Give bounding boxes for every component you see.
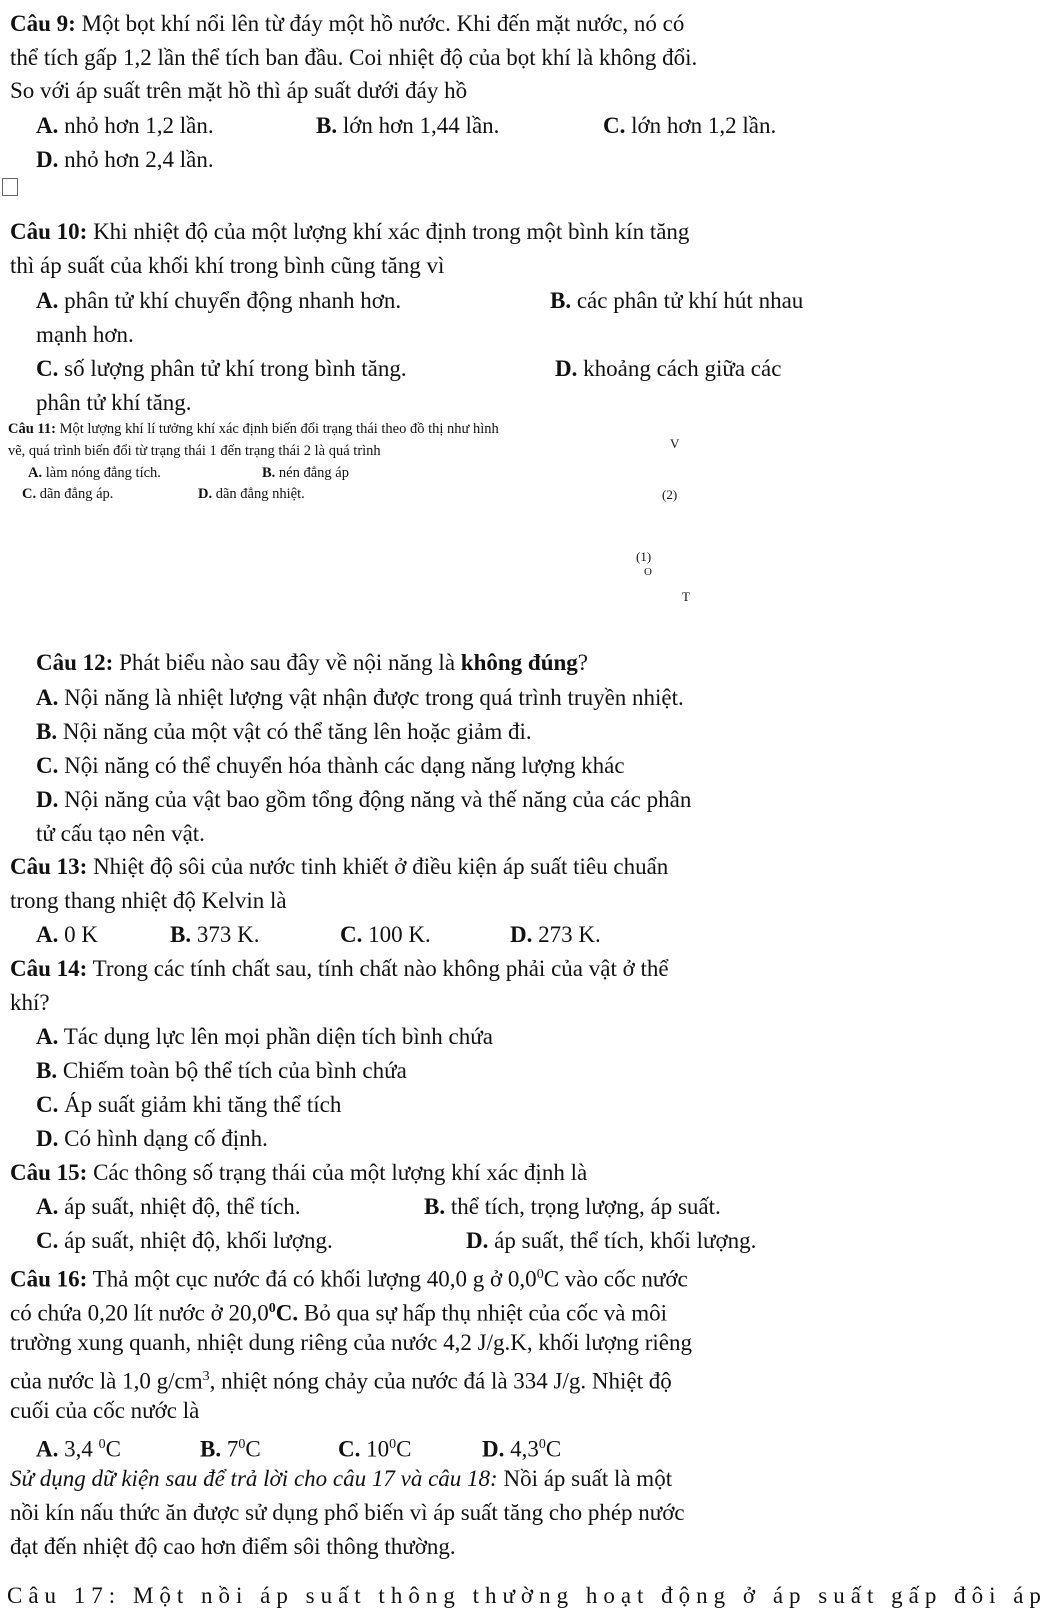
q10-option-c: C. số lượng phân tử khí trong bình tăng.: [36, 356, 407, 381]
q11-option-c: C. dãn đẳng áp.: [22, 486, 114, 502]
graph-v-axis-label: V: [670, 436, 680, 451]
q12-option-d: D. Nội năng của vật bao gồm tổng động năng và thế năng của các phân: [36, 787, 692, 812]
q9-option-c: C. lớn hơn 1,2 lần.: [603, 113, 777, 138]
q12-option-d-cont: tử cấu tạo nên vật.: [36, 821, 205, 846]
q13-stem-line-1: Câu 13: Nhiệt độ sôi của nước tinh khiết ở điều kiện áp suất tiêu chuẩn: [10, 854, 669, 879]
q16-option-d: D. $4,3^0C$: [482, 1436, 562, 1462]
q10-option-d: D. khoảng cách giữa các: [555, 356, 782, 381]
q13-option-a: A. 0 K: [36, 922, 98, 947]
q12-number: Câu 12:: [36, 650, 114, 675]
q9-stem-line-2: thể tích gấp 1,2 lần thể tích ban đầu. Coi nhiệt độ của bọt khí là không đổi.: [10, 45, 698, 70]
placeholder-box: [2, 178, 18, 196]
q15-option-a: A. áp suất, nhiệt độ, thể tích.: [36, 1194, 301, 1219]
q10-stem-line-2: thì áp suất của khối khí trong bình cũng tăng vì: [10, 253, 445, 278]
q9-number: Câu 9:: [10, 11, 76, 36]
q11-number: Câu 11:: [8, 421, 56, 437]
q16-stem-line-3: trường xung quanh, nhiệt dung riêng của nước 4,2 J/g.K, khối lượng riêng: [10, 1330, 693, 1355]
graph-state-2-label: (2): [662, 487, 678, 502]
shared-data-line-3: đạt đến nhiệt độ cao hơn điểm sôi thông thường.: [10, 1534, 456, 1559]
q16-stem-line-4: của nước là 1,0 $g/cm^3$, nhiệt nóng chảy của nước đá là 334 J/g. Nhiệt độ: [10, 1368, 672, 1394]
q14-option-b: B. Chiếm toàn bộ thể tích của bình chứa: [36, 1058, 407, 1083]
q16-option-b: B. $7^0C$: [200, 1436, 261, 1462]
q14-option-c: C. Áp suất giảm khi tăng thể tích: [36, 1092, 342, 1117]
q9-option-b: B. lớn hơn 1,44 lần.: [316, 113, 500, 138]
q15-stem: Câu 15: Các thông số trạng thái của một lượng khí xác định là: [10, 1160, 588, 1185]
q10-number: Câu 10:: [10, 219, 88, 244]
cutoff-line: Câu 17: Một nồi áp suất thông thường hoạt động ở áp suất gấp đôi áp: [7, 1583, 1047, 1608]
q9-option-d: D. nhỏ hơn 2,4 lần.: [36, 147, 214, 172]
q14-option-d: D. Có hình dạng cố định.: [36, 1126, 268, 1151]
q10-stem-line-1: Câu 10: Khi nhiệt độ của một lượng khí xác định trong một bình kín tăng: [10, 219, 690, 244]
q16-option-a: A. 3,4 $^0$C: [36, 1436, 121, 1462]
q16-stem-line-2: có chứa 0,20 lít nước ở 20,0$^0$C. Bỏ qua sự hấp thụ nhiệt của cốc và môi: [10, 1300, 668, 1326]
shared-data-line-1: Sử dụng dữ kiện sau để trả lời cho câu 17 và câu 18: Nồi áp suất là một: [10, 1466, 673, 1491]
q14-stem-line-2: khí?: [10, 990, 50, 1015]
graph-origin-label: O: [644, 566, 652, 578]
q12-option-a: A. Nội năng là nhiệt lượng vật nhận được trong quá trình truyền nhiệt.: [36, 685, 684, 710]
q14-stem-line-1: Câu 14: Trong các tính chất sau, tính chất nào không phải của vật ở thể: [10, 956, 669, 981]
q14-number: Câu 14:: [10, 956, 88, 981]
q11-option-d: D. dãn đẳng nhiệt.: [198, 486, 305, 502]
q11-stem-line-2: vẽ, quá trình biến đổi từ trạng thái 1 đến trạng thái 2 là quá trình: [8, 443, 381, 459]
shared-data-line-2: nồi kín nấu thức ăn được sử dụng phổ biến vì áp suất tăng cho phép nước: [10, 1500, 685, 1525]
graph-t-axis-label: T: [682, 589, 690, 604]
q15-number: Câu 15:: [10, 1160, 88, 1185]
q10-option-a: A. phân tử khí chuyển động nhanh hơn.: [36, 288, 402, 313]
q10-option-b: B. các phân tử khí hút nhau: [550, 288, 804, 313]
q13-stem-line-2: trong thang nhiệt độ Kelvin là: [10, 888, 287, 913]
graph-state-1-label: (1): [636, 549, 652, 564]
q9-stem-line-3: So với áp suất trên mặt hồ thì áp suất dưới đáy hồ: [10, 78, 468, 103]
q16-number: Câu 16:: [10, 1266, 88, 1292]
q11-option-a: A. làm nóng đẳng tích.: [28, 465, 161, 481]
q15-option-d: D. áp suất, thể tích, khối lượng.: [466, 1228, 757, 1253]
q12-option-c: C. Nội năng có thể chuyển hóa thành các dạng năng lượng khác: [36, 753, 625, 778]
q11-stem-line-1: Câu 11: Một lượng khí lí tưởng khí xác định biến đổi trạng thái theo đồ thị như hình: [8, 421, 499, 437]
q13-option-c: C. 100 K.: [340, 922, 431, 947]
q16-stem-line-5: cuối của cốc nước là: [10, 1398, 200, 1423]
q12-option-b: B. Nội năng của một vật có thể tăng lên hoặc giảm đi.: [36, 719, 532, 744]
q10-option-d-cont: phân tử khí tăng.: [36, 390, 192, 415]
q9-option-a: A. nhỏ hơn 1,2 lần.: [36, 113, 214, 138]
q12-stem: Câu 12: Phát biểu nào sau đây về nội năng là không đúng?: [36, 650, 589, 675]
q13-number: Câu 13:: [10, 854, 88, 879]
q13-option-b: B. 373 K.: [170, 922, 260, 947]
q14-option-a: A. Tác dụng lực lên mọi phần diện tích bình chứa: [36, 1024, 493, 1049]
q16-option-c: C. $10^0C$: [338, 1436, 412, 1462]
q16-stem-line-1: Câu 16: Thả một cục nước đá có khối lượng 40,0 g ở $0,0^0C$ vào cốc nước: [10, 1266, 688, 1292]
q11-option-b: B. nén đẳng áp: [262, 465, 349, 481]
q15-option-b: B. thể tích, trọng lượng, áp suất.: [424, 1194, 721, 1219]
q13-option-d: D. 273 K.: [510, 922, 601, 947]
q10-option-b-cont: mạnh hơn.: [36, 322, 134, 347]
q15-option-c: C. áp suất, nhiệt độ, khối lượng.: [36, 1228, 333, 1253]
q9-stem-line-1: Câu 9: Một bọt khí nổi lên từ đáy một hồ nước. Khi đến mặt nước, nó có: [10, 11, 685, 36]
